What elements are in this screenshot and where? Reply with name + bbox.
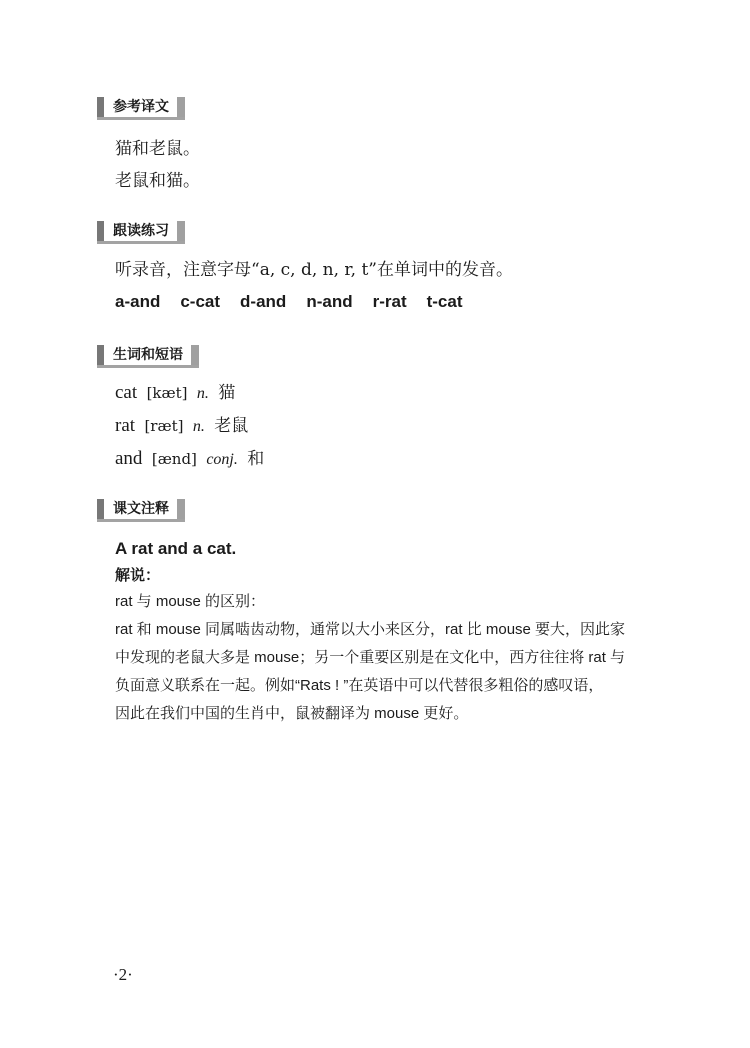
- vocab-word: rat: [115, 415, 136, 436]
- section-header-notes: [97, 499, 185, 522]
- header-right-bar: [177, 499, 185, 519]
- header-left-bar: [97, 345, 104, 365]
- note-label: 解说：: [115, 566, 161, 584]
- vocab-entry: [115, 410, 264, 443]
- vocab-phonetic: [ænd]: [151, 450, 197, 468]
- phonics-item: r-rat: [372, 292, 407, 311]
- phonics-item: n-and: [306, 292, 353, 311]
- section-header-translation: [97, 97, 185, 120]
- translation-line: 猫和老鼠。: [115, 139, 200, 159]
- phonics-item: c-cat: [180, 292, 221, 311]
- header-left-bar: [97, 221, 104, 241]
- vocab-pos: conj.: [206, 451, 238, 468]
- phonics-item: d-and: [240, 292, 287, 311]
- phonics-item: a-and: [115, 292, 161, 311]
- vocab-word: cat: [115, 382, 138, 403]
- translation-line: 老鼠和猫。: [115, 171, 200, 191]
- vocab-entry: [115, 377, 264, 410]
- header-right-bar: [177, 221, 185, 241]
- vocab-meaning: 猫: [218, 383, 236, 403]
- practice-body: [115, 254, 513, 318]
- section-header-vocabulary: [97, 345, 199, 368]
- phonics-list: [115, 286, 513, 318]
- section-title: 参考译文: [113, 99, 169, 115]
- note-paragraph-line: 负面意义联系在一起。例如“Rats ! ”在英语中可以代替很多粗俗的感叹语，: [115, 677, 604, 694]
- vocab-phonetic: [kæt]: [146, 384, 188, 402]
- note-paragraph-line: 中发现的老鼠大多是 mouse；另一个重要区别是在文化中，西方往往将 rat 与: [115, 649, 626, 666]
- vocab-word: and: [115, 448, 143, 469]
- header-left-bar: [97, 499, 104, 519]
- note-subtitle: rat 与 mouse 的区别：: [115, 593, 266, 610]
- vocab-phonetic: [ræt]: [144, 417, 184, 435]
- section-title: 跟读练习: [113, 223, 169, 239]
- header-right-bar: [177, 97, 185, 117]
- section-title: 生词和短语: [113, 347, 183, 363]
- translation-body: [115, 133, 200, 197]
- header-right-bar: [191, 345, 199, 365]
- vocab-entry: [115, 443, 264, 476]
- vocab-meaning: 和: [247, 449, 265, 469]
- header-left-bar: [97, 97, 104, 117]
- phonics-item: t-cat: [426, 292, 463, 311]
- vocab-pos: n.: [192, 418, 205, 435]
- vocab-meaning: 老鼠: [214, 416, 249, 436]
- vocabulary-list: [115, 377, 264, 476]
- practice-instruction: 听录音，注意字母“a, c, d, n, r, t”在单词中的发音。: [115, 260, 513, 280]
- page-number: ·2·: [113, 965, 133, 984]
- section-header-practice: [97, 221, 185, 244]
- note-sentence: A rat and a cat.: [115, 539, 237, 558]
- section-title: 课文注释: [113, 501, 169, 517]
- note-paragraph-line: 因此在我们中国的生肖中，鼠被翻译为 mouse 更好。: [115, 705, 469, 722]
- note-paragraph-line: rat 和 mouse 同属啮齿动物，通常以大小来区分，rat 比 mouse 要大，因此家: [115, 621, 626, 638]
- notes-body: [115, 536, 625, 728]
- vocab-pos: n.: [196, 385, 209, 402]
